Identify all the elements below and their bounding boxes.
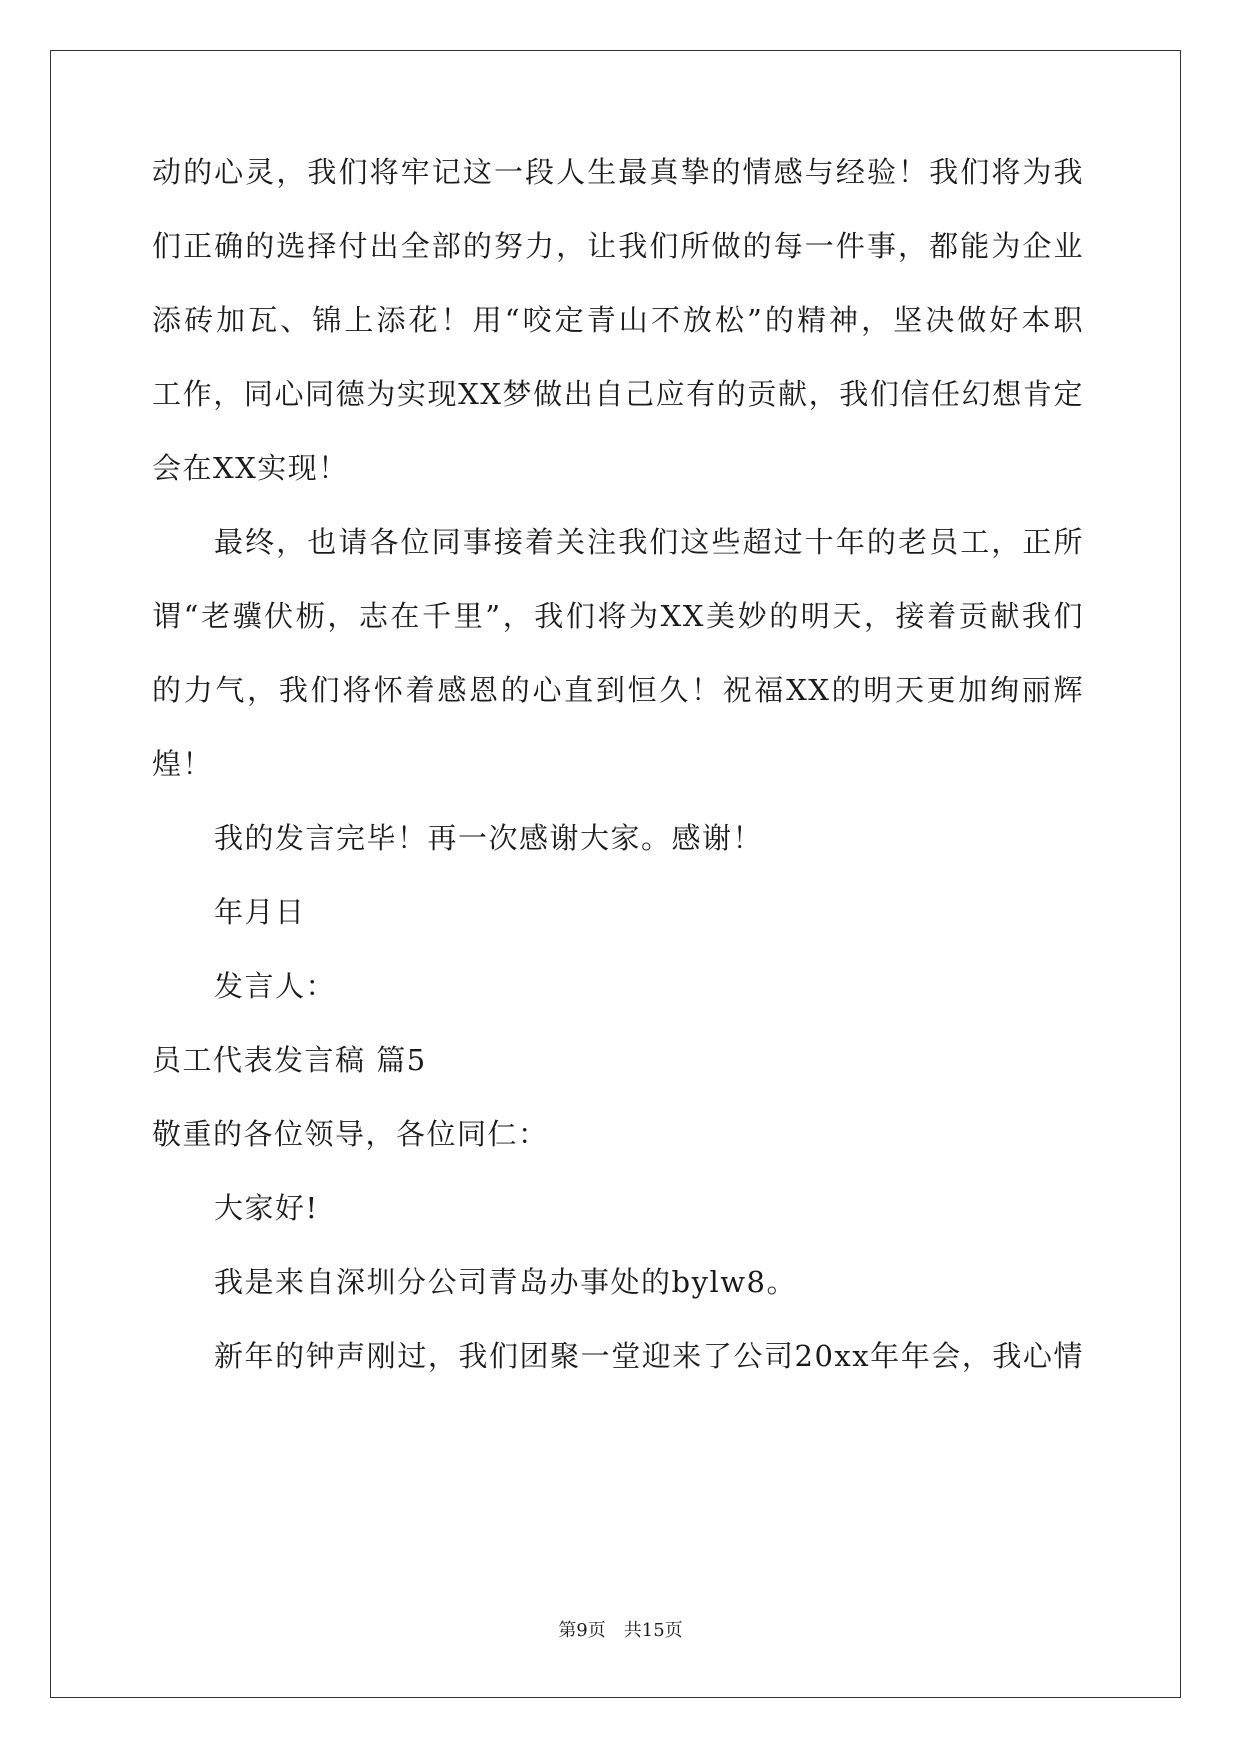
page-number: 第9页 共15页 [558, 1620, 683, 1641]
text-line: 煌！ [152, 747, 214, 781]
text-line: 谓“老骥伏枥，志在千里”，我们将为XX美妙的明天，接着贡献我们 [152, 599, 1084, 633]
text-line: 最终，也请各位同事接着关注我们这些超过十年的老员工，正所 [214, 525, 1084, 559]
text-line: 工作，同心同德为实现XX梦做出自己应有的贡献，我们信任幻想肯定 [152, 377, 1084, 411]
text-line: 我是来自深圳分公司青岛办事处的bylw8。 [214, 1265, 797, 1299]
salutation: 敬重的各位领导，各位同仁： [152, 1117, 549, 1151]
speaker-line: 发言人： [214, 969, 337, 1003]
text-line: 们正确的选择付出全部的努力，让我们所做的每一件事，都能为企业 [152, 229, 1084, 263]
text-line: 添砖加瓦、锦上添花！用“咬定青山不放松”的精神，坚决做好本职 [152, 303, 1084, 337]
date-line: 年月日 [214, 895, 306, 929]
text-line: 会在XX实现！ [152, 451, 349, 485]
text-line: 新年的钟声刚过，我们团聚一堂迎来了公司20xx年年会，我心情 [214, 1339, 1084, 1373]
text-line: 的力气，我们将怀着感恩的心直到恒久！祝福XX的明天更加绚丽辉 [152, 673, 1084, 707]
text-line: 动的心灵，我们将牢记这一段人生最真挚的情感与经验！我们将为我 [152, 155, 1084, 189]
text-line: 大家好! [214, 1191, 319, 1225]
page-border [50, 50, 1181, 1698]
section-heading: 员工代表发言稿 篇5 [152, 1043, 427, 1077]
text-line: 我的发言完毕！再一次感谢大家。感谢！ [214, 821, 764, 855]
